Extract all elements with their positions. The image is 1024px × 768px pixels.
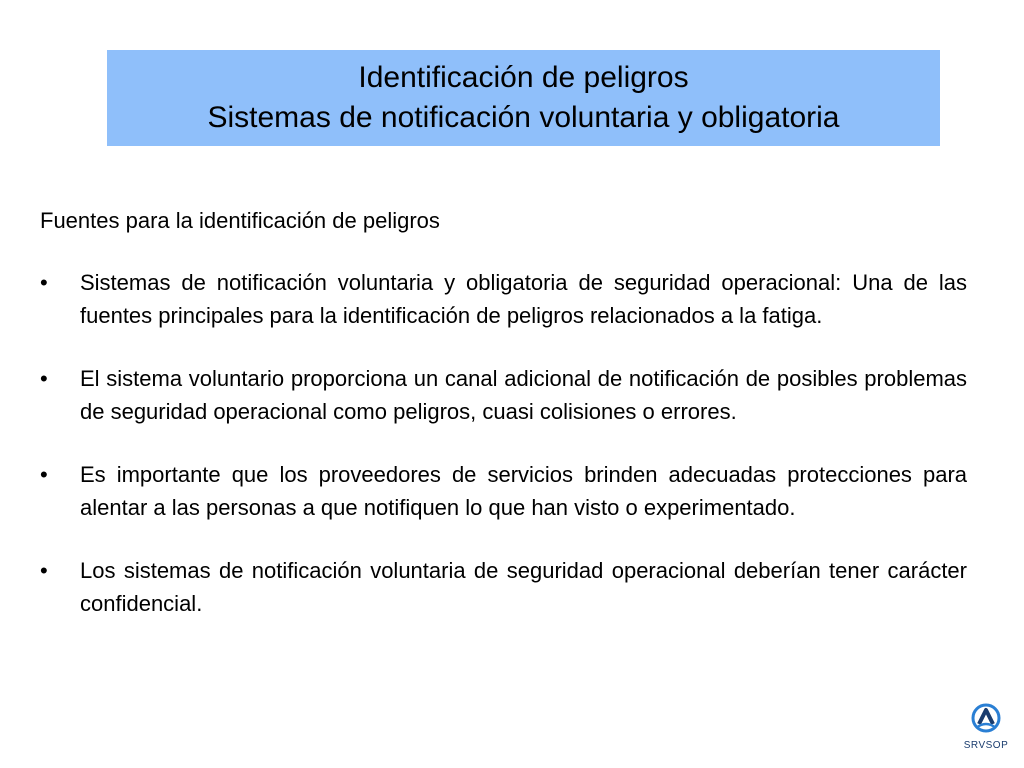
title-banner	[107, 50, 940, 146]
bullet-text: Sistemas de notificación voluntaria y obligatoria de seguridad operacional: Una de las fuentes principales para la identificación de peligros relacionados a la fatiga.	[80, 270, 967, 328]
bullet-text: Los sistemas de notificación voluntaria de seguridad operacional deberían tener carácter confidencial.	[80, 558, 967, 616]
bullet-text: Es importante que los proveedores de servicios brinden adecuadas protecciones para alentar a las personas a que notifiquen lo que han visto o experimentado.	[80, 462, 967, 520]
bullet-marker: •	[40, 462, 48, 487]
intro-heading: Fuentes para la identificación de peligros	[40, 208, 440, 233]
srvsop-logo	[956, 702, 1016, 762]
bullet-marker: •	[40, 366, 48, 391]
bullet-item	[40, 554, 967, 620]
bullet-marker: •	[40, 558, 48, 583]
logo-label: SRVSOP	[963, 740, 1009, 751]
slide-title: Identificación de peligros	[358, 61, 689, 94]
bullet-item	[40, 266, 967, 332]
bullet-text: El sistema voluntario proporciona un canal adicional de notificación de posibles problemas de seguridad operacional como peligros, cuasi colisiones o errores.	[80, 366, 967, 424]
bullet-item	[40, 458, 967, 524]
bullet-marker: •	[40, 270, 48, 295]
slide-subtitle: Sistemas de notificación voluntaria y obligatoria	[207, 101, 840, 134]
bullet-item	[40, 362, 967, 428]
slide-body	[40, 204, 967, 650]
bullet-list	[40, 266, 967, 620]
srvsop-logo-icon	[970, 702, 1002, 738]
